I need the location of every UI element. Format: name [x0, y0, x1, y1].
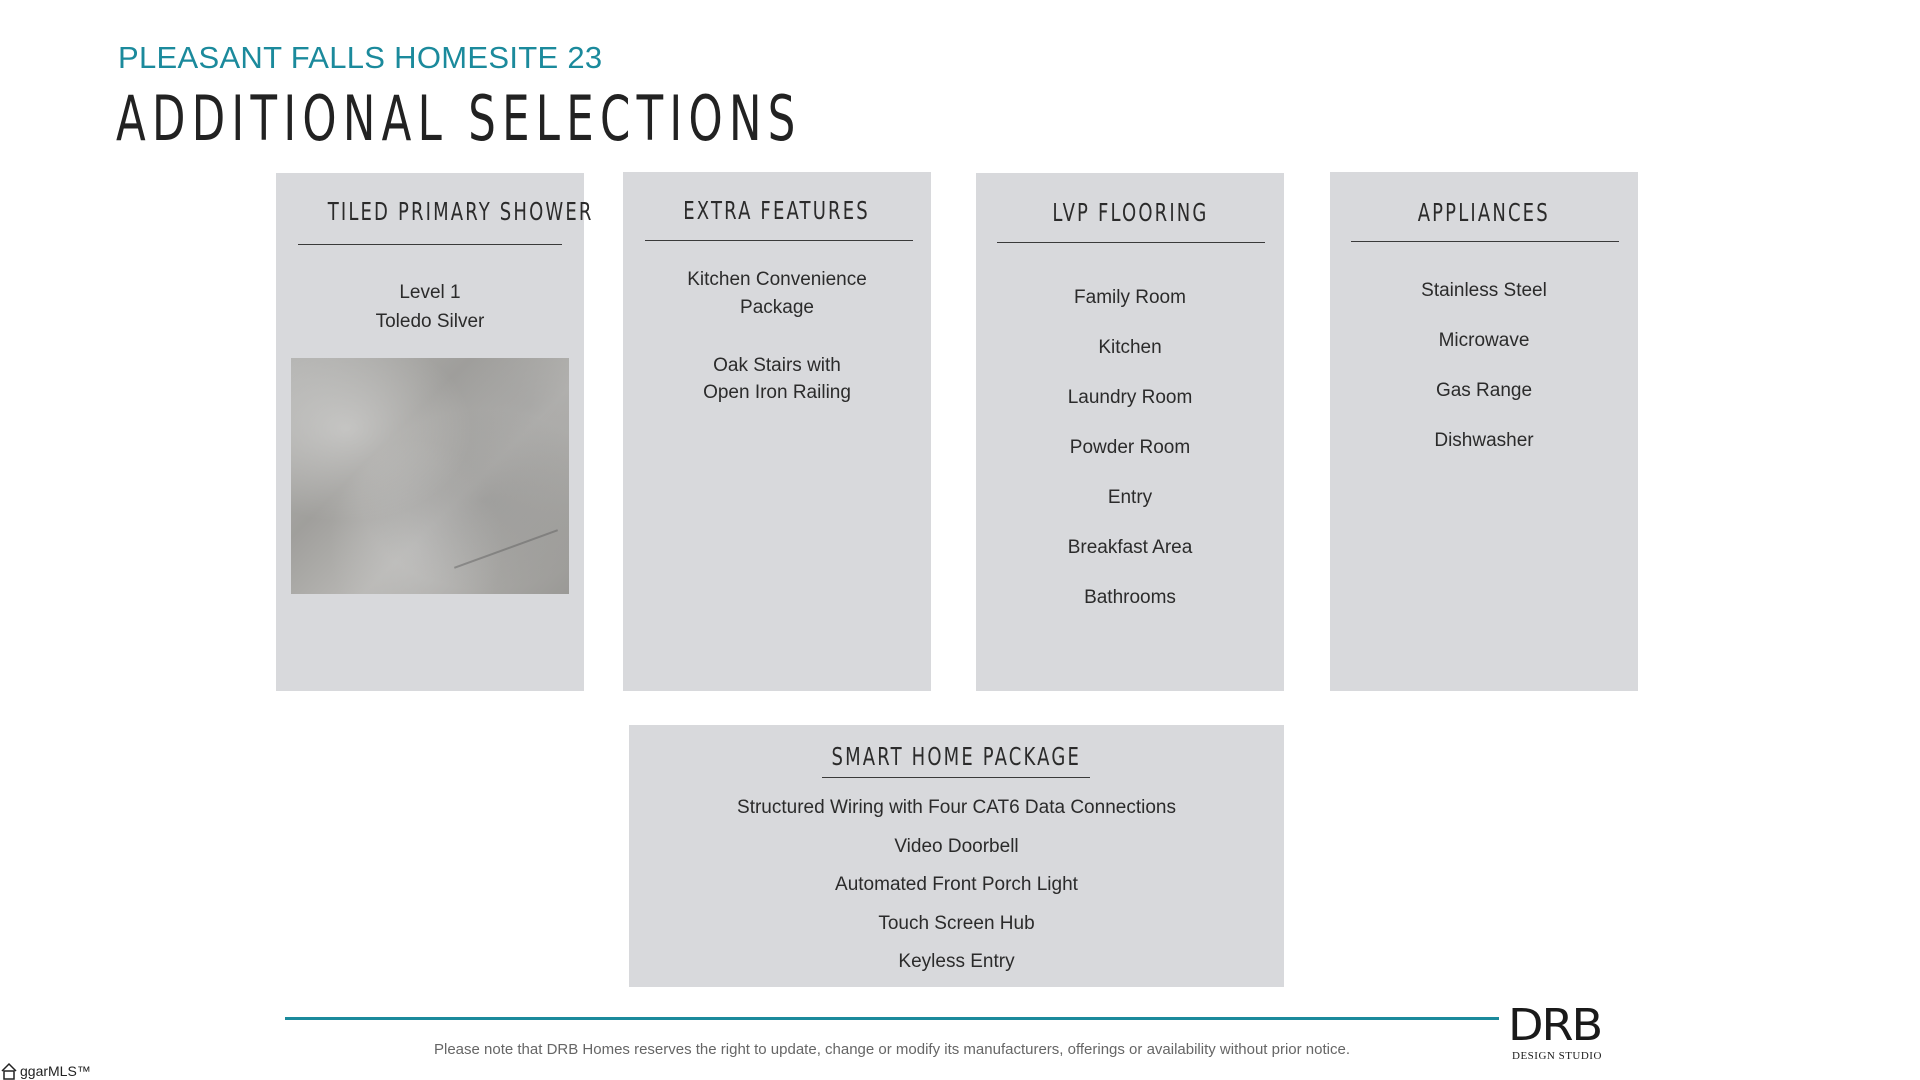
card-smart-home-package [629, 725, 1284, 987]
drb-design-studio-logo [1508, 1000, 1608, 1062]
list-item: Automated Front Porch Light [835, 874, 1078, 895]
card-title: SMART HOME PACKAGE [831, 742, 1082, 771]
list-item: Toledo Silver [375, 311, 485, 332]
tile-swatch-image [291, 358, 569, 594]
list-item: Kitchen [1098, 337, 1162, 358]
list-item: Oak Stairs with [713, 355, 841, 376]
list-item: Microwave [1438, 330, 1530, 351]
card-title: APPLIANCES [1417, 198, 1551, 227]
mls-label: ggarMLS™ [20, 1063, 91, 1079]
card-title: LVP FLOORING [1051, 198, 1209, 227]
list-item: Open Iron Railing [703, 382, 851, 403]
divider [997, 242, 1265, 243]
divider [298, 244, 562, 245]
list-item: Stainless Steel [1421, 280, 1547, 301]
list-item: Package [740, 297, 814, 318]
mls-watermark [0, 1062, 91, 1080]
card-tiled-primary-shower [276, 173, 594, 691]
list-item: Family Room [1074, 287, 1186, 308]
list-item: Gas Range [1435, 380, 1533, 401]
homesite-subtitle: PLEASANT FALLS HOMESITE 23 [118, 40, 603, 75]
list-item: Keyless Entry [898, 951, 1015, 972]
list-item: Powder Room [1069, 437, 1191, 458]
logo-subtitle: DESIGN STUDIO [1512, 1050, 1602, 1062]
divider [1351, 241, 1619, 242]
list-item: Bathrooms [1084, 587, 1176, 608]
card-appliances [1330, 172, 1638, 691]
house-icon [0, 1062, 18, 1080]
list-item: Dishwasher [1434, 430, 1534, 451]
divider [822, 777, 1090, 778]
card-title: EXTRA FEATURES [683, 196, 871, 225]
disclaimer-note: Please note that DRB Homes reserves the right to update, change or modify its manufacturers, offerings or availability without prior notice. [433, 1041, 1350, 1058]
logo-mark: DRB [1508, 1000, 1602, 1051]
tile-texture [454, 529, 558, 569]
list-item: Kitchen Convenience [687, 269, 867, 290]
list-item: Touch Screen Hub [878, 913, 1035, 934]
list-item: Video Doorbell [894, 836, 1019, 857]
card-title: TILED PRIMARY SHOWER [327, 197, 594, 226]
divider [645, 240, 913, 241]
list-item: Laundry Room [1067, 387, 1193, 408]
card-lvp-flooring [976, 173, 1284, 691]
list-item: Level 1 [399, 282, 461, 303]
list-item: Structured Wiring with Four CAT6 Data Connections [737, 797, 1176, 818]
page-title: ADDITIONAL SELECTIONS [116, 82, 802, 155]
list-item: Entry [1107, 487, 1153, 508]
card-extra-features [623, 172, 931, 691]
footer-divider [285, 1017, 1499, 1020]
list-item: Breakfast Area [1067, 537, 1193, 558]
